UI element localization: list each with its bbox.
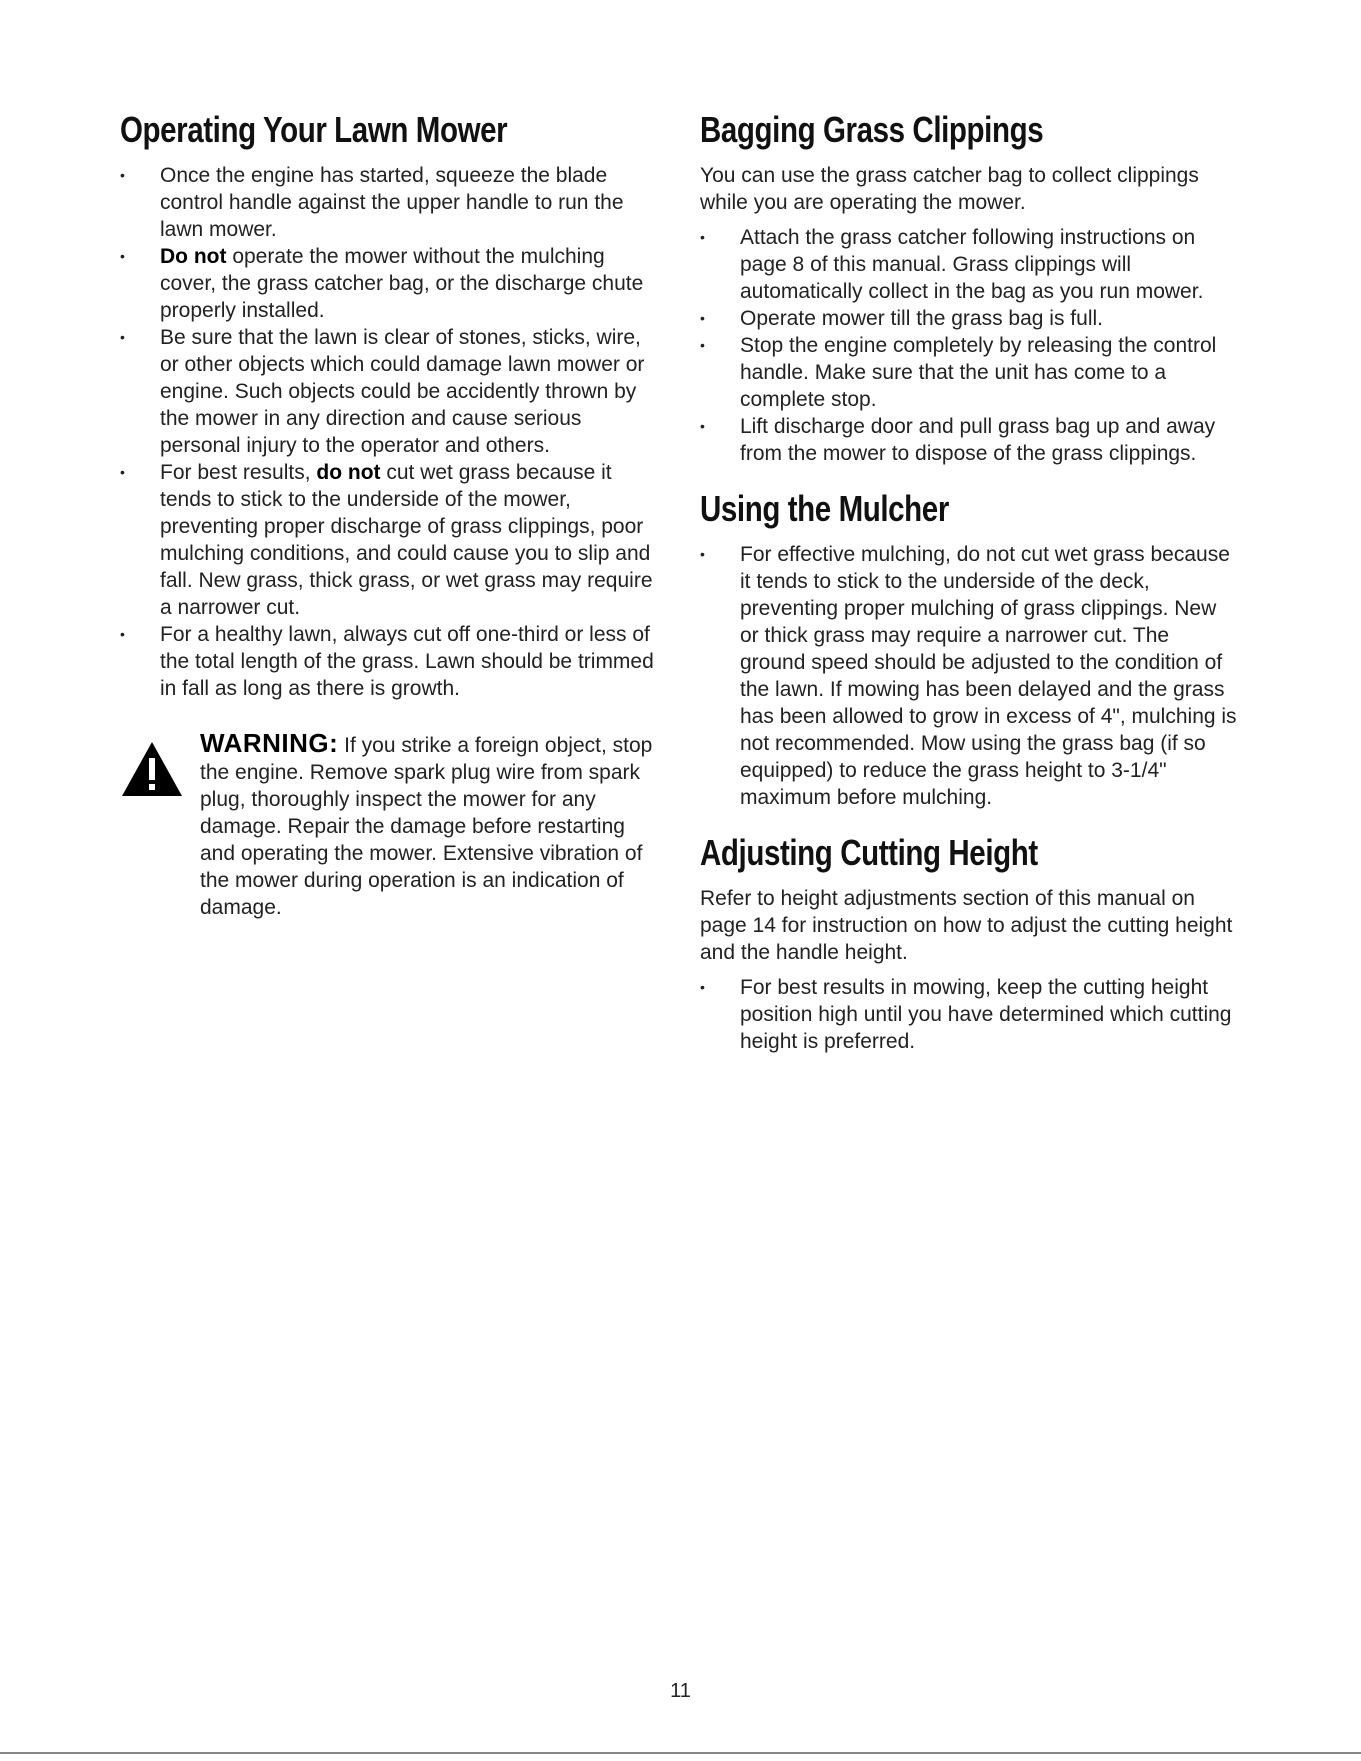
section-spacer bbox=[700, 467, 1240, 489]
warning-body: If you strike a foreign object, stop the engine. Remove spark plug wire from spark plug, thoroughly inspect the mower for any damage. Repair the damage before restarting and operating the mower. Extensive vibration of the mower during operation is an indication of damage. bbox=[200, 734, 653, 919]
section-title-operating: Operating Your Lawn Mower bbox=[120, 109, 508, 150]
list-item bbox=[700, 332, 1240, 413]
bullet-dot-icon: • bbox=[700, 229, 705, 245]
list-item-text: cut wet grass because it tends to stick to the underside of the mower, preventing proper discharge of grass clippings, poor mulching conditions, and could cause you to slip and fall. New grass, thick grass, or wet grass may require a narrower cut. bbox=[160, 461, 653, 619]
operating-bullet-list bbox=[120, 162, 665, 702]
list-item-text: Lift discharge door and pull grass bag up and away from the mower to dispose of the grass clippings. bbox=[740, 415, 1216, 465]
list-item bbox=[120, 243, 665, 324]
section-title-bagging: Bagging Grass Clippings bbox=[700, 109, 1044, 150]
warning-block bbox=[120, 730, 665, 921]
bullet-dot-icon: • bbox=[700, 546, 705, 562]
section-title-height: Adjusting Cutting Height bbox=[700, 832, 1038, 873]
list-item bbox=[120, 459, 665, 621]
list-item-bold-text: do not bbox=[316, 461, 381, 484]
warning-text bbox=[200, 730, 665, 921]
section-spacer bbox=[700, 811, 1240, 833]
list-item bbox=[700, 541, 1240, 811]
bagging-bullet-list bbox=[700, 224, 1240, 467]
bullet-dot-icon: • bbox=[120, 248, 125, 264]
list-item bbox=[120, 621, 665, 702]
bullet-dot-icon: • bbox=[120, 329, 125, 345]
list-item-text: Be sure that the lawn is clear of stones, sticks, wire, or other objects which could damage lawn mower or engine. Such objects could be accidently thrown by the mower in any direction and cause serious personal injury to the operator and others. bbox=[160, 326, 645, 457]
bullet-dot-icon: • bbox=[120, 464, 125, 480]
section-title-mulcher: Using the Mulcher bbox=[700, 488, 949, 529]
list-item-text: Operate mower till the grass bag is full. bbox=[740, 307, 1103, 330]
left-column bbox=[120, 110, 665, 921]
list-item-text: Stop the engine completely by releasing the control handle. Make sure that the unit has come to a complete stop. bbox=[740, 334, 1217, 411]
bullet-dot-icon: • bbox=[700, 310, 705, 326]
warning-triangle-icon bbox=[120, 740, 184, 798]
list-item-text: For effective mulching, do not cut wet grass because it tends to stick to the underside of the deck, preventing proper mulching of grass clippings. New or thick grass may require a narrower cut. The ground speed should be adjusted to the condition of the lawn. If mowing has been delayed and the grass has been allowed to grow in excess of 4", mulching is not recommended. Mow using the grass bag (if so equipped) to reduce the grass height to 3-1/4" maximum before mulching. bbox=[740, 543, 1237, 809]
list-item-text: operate the mower without the mulching cover, the grass catcher bag, or the discharge chute properly installed. bbox=[160, 245, 644, 322]
page-number: 11 bbox=[670, 1680, 691, 1702]
mulcher-bullet-list bbox=[700, 541, 1240, 811]
list-item-text: For a healthy lawn, always cut off one-third or less of the total length of the grass. Lawn should be trimmed in fall as long as there is growth. bbox=[160, 623, 654, 700]
list-item-bold-text: Do not bbox=[160, 245, 227, 268]
bullet-dot-icon: • bbox=[120, 626, 125, 642]
list-item bbox=[700, 224, 1240, 305]
list-item bbox=[120, 162, 665, 243]
list-item bbox=[120, 324, 665, 459]
bagging-intro: You can use the grass catcher bag to collect clippings while you are operating the mower. bbox=[700, 164, 1199, 214]
bullet-dot-icon: • bbox=[700, 337, 705, 353]
bullet-dot-icon: • bbox=[700, 418, 705, 434]
list-item bbox=[700, 413, 1240, 467]
height-intro: Refer to height adjustments section of this manual on page 14 for instruction on how to adjust the cutting height and the handle height. bbox=[700, 887, 1233, 964]
bullet-dot-icon: • bbox=[700, 979, 705, 995]
warning-label: WARNING: bbox=[200, 728, 339, 758]
list-item bbox=[700, 974, 1240, 1055]
list-item-text: For best results, bbox=[160, 461, 317, 484]
list-item bbox=[700, 305, 1240, 332]
height-bullet-list bbox=[700, 974, 1240, 1055]
bullet-dot-icon: • bbox=[120, 167, 125, 183]
list-item-text: For best results in mowing, keep the cutting height position high until you have determined which cutting height is preferred. bbox=[740, 976, 1232, 1053]
list-item-text: Attach the grass catcher following instructions on page 8 of this manual. Grass clippings will automatically collect in the bag as you run mower. bbox=[740, 226, 1204, 303]
bottom-divider bbox=[0, 1752, 1361, 1754]
list-item-text: Once the engine has started, squeeze the blade control handle against the upper handle to run the lawn mower. bbox=[160, 164, 624, 241]
right-column bbox=[700, 110, 1240, 1055]
